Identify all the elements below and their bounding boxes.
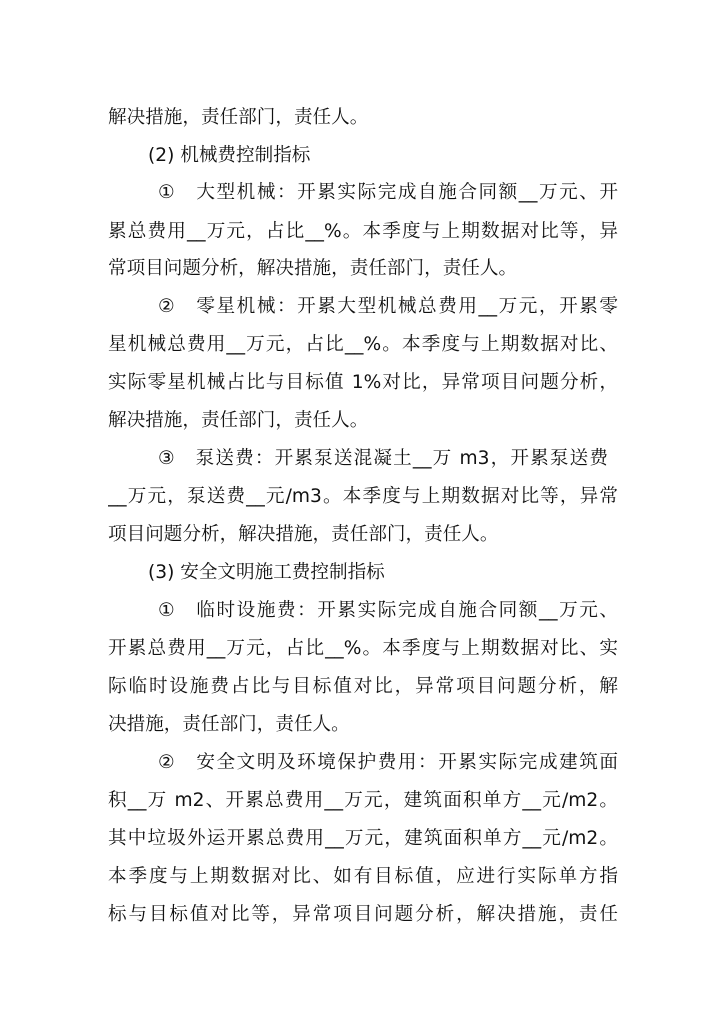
- paragraph-line: 解决措施，责任部门，责任人。: [108, 107, 369, 128]
- paragraph-line: 标与目标值对比等，异常项目问题分析，解决措施，责任: [108, 904, 618, 925]
- paragraph-line: 际临时设施费占比与目标值对比，异常项目问题分析，解: [108, 676, 618, 697]
- paragraph-line: 解决措施，责任部门，责任人。: [108, 410, 369, 431]
- paragraph-line: 常项目问题分析，解决措施，责任部门，责任人。: [108, 258, 518, 279]
- paragraph-line: 决措施，责任部门，责任人。: [108, 714, 350, 735]
- paragraph-line: ② 安全文明及环境保护费用：开累实际完成建筑面: [158, 752, 618, 773]
- paragraph-line: 积__万 m2、开累总费用__万元，建筑面积单方__元/m2。: [108, 790, 618, 811]
- paragraph-line: ② 零星机械：开累大型机械总费用__万元，开累零: [158, 296, 618, 317]
- paragraph-line: __万元，泵送费__元/m3。本季度与上期数据对比等，异常: [108, 486, 618, 507]
- section-heading-machinery: (2) 机械费控制指标: [148, 145, 311, 166]
- paragraph-line: 本季度与上期数据对比、如有目标值，应进行实际单方指: [108, 866, 618, 887]
- paragraph-line: ③ 泵送费：开累泵送混凝土__万 m3，开累泵送费: [158, 448, 608, 469]
- paragraph-line: 项目问题分析，解决措施，责任部门，责任人。: [108, 524, 499, 545]
- paragraph-line: 开累总费用__万元，占比__%。本季度与上期数据对比、实: [108, 638, 618, 659]
- paragraph-line: ① 临时设施费：开累实际完成自施合同额__万元、: [158, 600, 618, 621]
- paragraph-line: 星机械总费用__万元，占比__%。本季度与上期数据对比、: [108, 334, 618, 355]
- paragraph-line: 累总费用__万元，占比__%。本季度与上期数据对比等，异: [108, 221, 618, 242]
- paragraph-line: ① 大型机械：开累实际完成自施合同额__万元、开: [158, 182, 618, 203]
- paragraph-line: 其中垃圾外运开累总费用__万元，建筑面积单方__元/m2。: [108, 828, 618, 849]
- paragraph-line: 实际零星机械占比与目标值 1%对比，异常项目问题分析，: [108, 372, 618, 393]
- section-heading-safety: (3) 安全文明施工费控制指标: [148, 562, 385, 583]
